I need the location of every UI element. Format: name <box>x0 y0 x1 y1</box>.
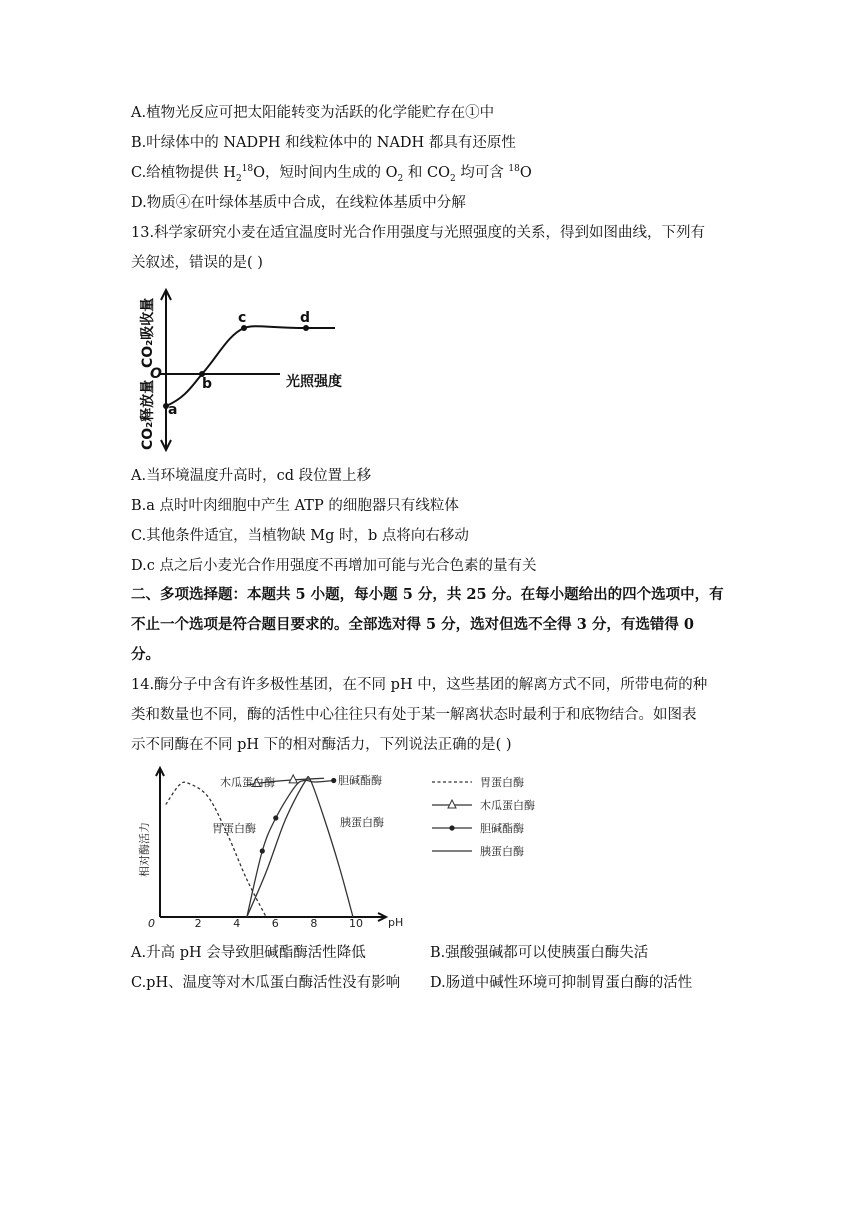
curve-label-cholinesterase: 胆碱酯酶 <box>338 774 382 787</box>
x-tick-label: 4 <box>233 917 241 930</box>
chart-series <box>166 775 353 917</box>
curve-label-papain: 木瓜蛋白酶 <box>220 776 275 789</box>
y-axis-label-down: CO₂释放量 <box>140 379 156 450</box>
curve-label-trypsin: 胰蛋白酶 <box>340 816 384 829</box>
q14-stem-line2: 类和数量也不同，酶的活性中心往往只有处于某一解离状态时最利于和底物结合。如图表 <box>131 707 697 723</box>
x-tick-label: 2 <box>194 917 202 930</box>
legend-marker-dot <box>449 825 454 830</box>
series-marker-triangle <box>289 775 297 783</box>
q12-option-b: B.叶绿体中的 NADPH 和线粒体中的 NADH 都具有还原性 <box>131 135 516 151</box>
series-marker-dot <box>331 778 336 783</box>
q14-option-d: D.肠道中碱性环境可抑制胃蛋白酶的活性 <box>430 975 693 991</box>
q14-stem-line3: 示不同酶在不同 pH 下的相对酶活力，下列说法正确的是( ) <box>131 737 512 753</box>
q14-option-b: B.强酸强碱都可以使胰蛋白酶失活 <box>430 945 649 961</box>
section2-line3: 分。 <box>131 646 160 663</box>
series-line-3 <box>247 777 353 917</box>
q12-option-a: A.植物光反应可把太阳能转变为活跃的化学能贮存在①中 <box>131 105 495 121</box>
q13-stem-line1: 13.科学家研究小麦在适宜温度时光合作用强度与光照强度的关系，得到如图曲线，下列有 <box>131 225 706 241</box>
series-marker-dot <box>260 848 265 853</box>
legend-label: 胆碱酯酶 <box>480 822 524 835</box>
q12-option-c: C.给植物提供 $H_2^{18}O$，短时间内生成的 $O_2$ 和 $CO_2$ 均可含 $^{18}$O <box>131 164 532 184</box>
chart-curve-labels <box>212 773 384 835</box>
section2-line1: 二、多项选择题：本题共 5 小题，每小题 5 分，共 25 分。在每小题给出的四个选项中，有 <box>131 586 724 603</box>
series-marker-dot <box>273 815 278 820</box>
legend-label: 胰蛋白酶 <box>480 845 524 858</box>
section2-line2: 不止一个选项是符合题目要求的。全部选对得 5 分，选对但选不全得 3 分，有选错得 0 <box>131 616 695 633</box>
chart-legend <box>432 775 535 858</box>
q14-option-a: A.升高 pH 会导致胆碱酯酶活性降低 <box>131 945 366 961</box>
x-tick-label: 6 <box>271 917 279 930</box>
legend-marker-triangle <box>448 800 456 808</box>
x-tick-label: 10 <box>349 917 363 930</box>
x-tick-label: 8 <box>310 917 318 930</box>
q13-figure <box>130 280 370 456</box>
x-tick-label: 0 <box>148 917 155 930</box>
chart-y-label: 相对酶活力 <box>138 822 151 877</box>
point-b-label: b <box>202 376 213 392</box>
point-d-label: d <box>300 310 311 326</box>
q13-stem-line2: 关叙述，错误的是( ) <box>131 255 263 271</box>
photosynthesis-curve <box>166 326 335 406</box>
curve-label-pepsin: 胃蛋白酶 <box>212 822 256 835</box>
q14-option-c: C.pH、温度等对木瓜蛋白酶活性没有影响 <box>131 975 401 991</box>
q14-stem-line1: 14.酶分子中含有许多极性基团，在不同 pH 中，这些基团的解离方式不同，所带电荷的种 <box>131 677 708 693</box>
enzyme-activity-chart <box>128 762 558 934</box>
q13-option-d: D.c 点之后小麦光合作用强度不再增加可能与光合色素的量有关 <box>131 558 537 574</box>
x-axis-label: 光照强度 <box>286 374 342 390</box>
point-c-label: c <box>238 310 247 326</box>
chart-x-label: pH <box>388 916 404 929</box>
q13-option-b: B.a 点时叶肉细胞中产生 ATP 的细胞器只有线粒体 <box>131 498 459 514</box>
y-axis-label-up: CO₂吸收量 <box>140 297 156 368</box>
q12-option-d: D.物质④在叶绿体基质中合成，在线粒体基质中分解 <box>131 195 466 211</box>
q13-option-c: C.其他条件适宜，当植物缺 Mg 时，b 点将向右移动 <box>131 528 469 544</box>
chart-tick-labels <box>148 917 363 930</box>
legend-label: 木瓜蛋白酶 <box>480 799 535 812</box>
series-line-2 <box>247 780 334 917</box>
origin-label: O <box>150 366 162 382</box>
q13-option-a: A.当环境温度升高时，cd 段位置上移 <box>131 468 372 484</box>
point-a-label: a <box>168 402 178 418</box>
legend-label: 胃蛋白酶 <box>480 776 524 789</box>
